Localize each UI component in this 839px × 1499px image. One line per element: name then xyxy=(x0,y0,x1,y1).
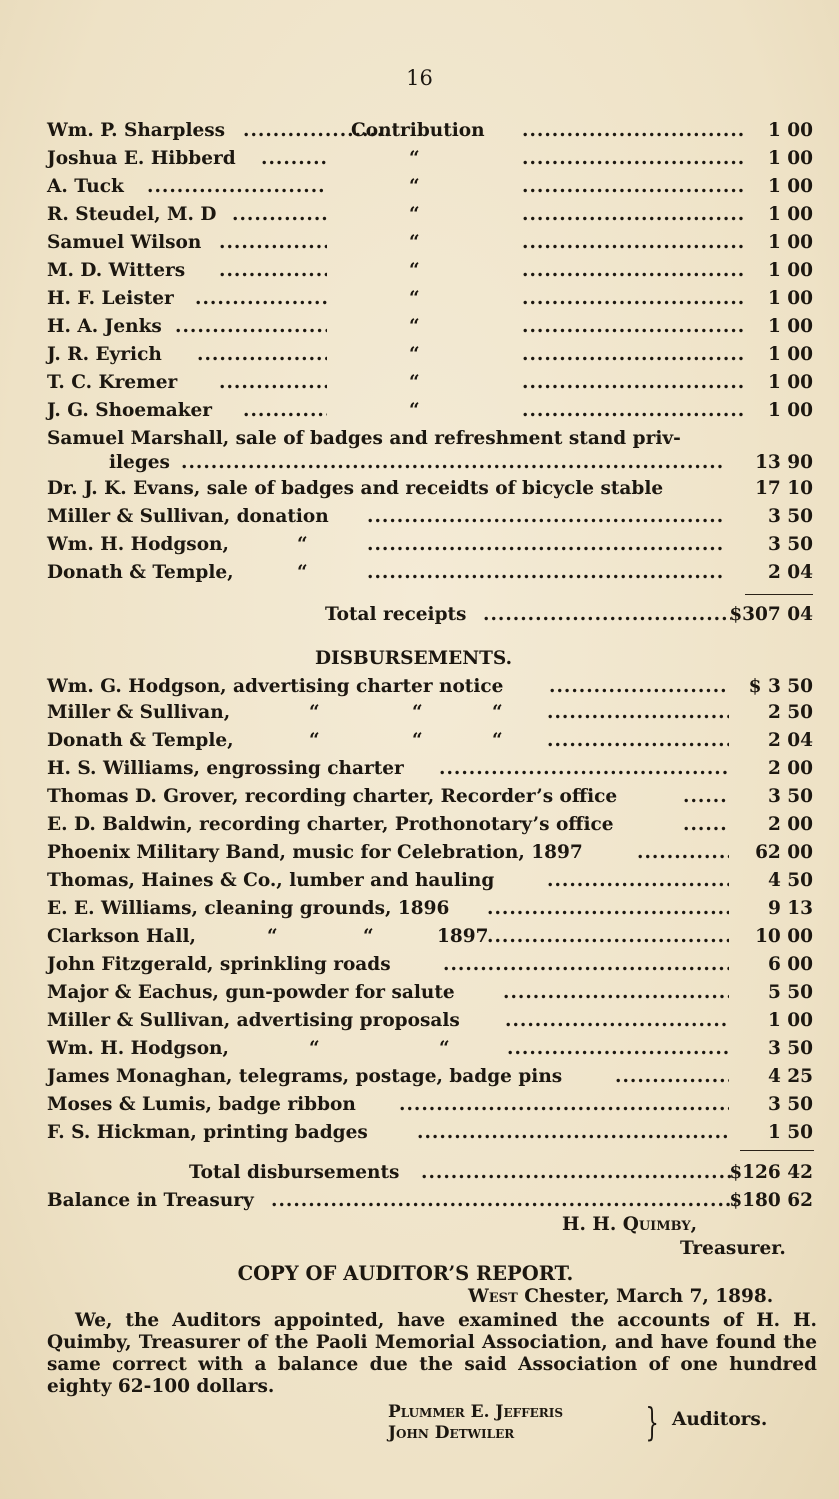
dot-leader xyxy=(399,1094,729,1115)
ditto-mark: “ xyxy=(297,534,308,555)
entry-amount: 1 00 xyxy=(767,1010,813,1031)
list-item xyxy=(47,982,813,1008)
list-item xyxy=(47,148,813,174)
list-item xyxy=(47,676,813,702)
entry-name: Thomas, Haines & Co., lumber and hauling xyxy=(47,870,495,891)
entry-amount: 62 00 xyxy=(755,842,813,863)
ditto-mark: “ xyxy=(412,702,423,723)
dot-leader xyxy=(547,870,729,891)
auditor-report-heading: COPY OF AUDITOR’S REPORT. xyxy=(237,1262,574,1285)
dot-leader xyxy=(522,344,744,365)
dot-leader xyxy=(243,400,327,421)
list-item xyxy=(47,428,813,454)
ditto-mark: “ xyxy=(439,1038,450,1059)
entry-type: “ xyxy=(409,344,420,365)
entry-name: Donath & Temple, xyxy=(47,730,234,751)
list-item xyxy=(47,562,813,588)
list-item xyxy=(47,176,813,202)
dot-leader xyxy=(547,702,729,723)
entry-amount: 1 00 xyxy=(767,288,813,309)
ditto-mark: “ xyxy=(267,926,278,947)
entry-name: Total receipts xyxy=(325,604,467,625)
entry-name: Phoenix Military Band, music for Celebration, 1897 xyxy=(47,842,583,863)
dot-leader xyxy=(522,148,744,169)
list-item xyxy=(47,232,813,258)
dot-leader xyxy=(147,176,327,197)
entry-amount: 1 00 xyxy=(767,176,813,197)
entry-amount: 2 04 xyxy=(767,562,813,583)
entry-name: James Monaghan, telegrams, postage, badge pins xyxy=(47,1066,563,1087)
section-heading: DISBURSEMENTS. xyxy=(314,648,513,669)
list-item xyxy=(47,702,813,728)
list-item xyxy=(47,870,813,896)
entry-name: T. C. Kremer xyxy=(47,372,178,393)
entry-type: “ xyxy=(409,316,420,337)
entry-amount: 2 04 xyxy=(767,730,813,751)
list-item xyxy=(47,1038,813,1064)
dot-leader xyxy=(367,562,725,583)
entry-amount: $ 3 50 xyxy=(748,676,813,697)
entry-amount: 3 50 xyxy=(767,534,813,555)
entry-name: Donath & Temple, xyxy=(47,562,234,583)
list-item xyxy=(47,786,813,812)
treasurer-name: H. H. Quimby, xyxy=(562,1214,698,1235)
list-item xyxy=(47,400,813,426)
dot-leader xyxy=(547,730,729,751)
dot-leader xyxy=(421,1162,735,1183)
entry-name: Total disbursements xyxy=(189,1162,400,1183)
entry-name: E. D. Baldwin, recording charter, Prothonotary’s office xyxy=(47,814,614,835)
entry-name: Wm. H. Hodgson, xyxy=(47,1038,229,1059)
entry-amount: 1 00 xyxy=(767,260,813,281)
entry-amount: 2 00 xyxy=(767,814,813,835)
list-item xyxy=(47,954,813,980)
dot-leader xyxy=(197,344,327,365)
list-item xyxy=(47,1094,813,1120)
entry-amount: 2 00 xyxy=(767,758,813,779)
dot-leader xyxy=(615,1066,729,1087)
entry-type: “ xyxy=(409,232,420,253)
entry-name: Dr. J. K. Evans, sale of badges and receidts of bicycle stable xyxy=(47,478,664,499)
auditor-signature-2: John Detwiler xyxy=(388,1423,515,1443)
dot-leader xyxy=(367,506,725,527)
entry-name: ileges xyxy=(109,452,170,473)
entry-amount: 3 50 xyxy=(767,1094,813,1115)
entry-name: Wm. P. Sharpless xyxy=(47,120,226,141)
entry-amount: $307 04 xyxy=(729,604,813,625)
entry-name: J. R. Eyrich xyxy=(47,344,162,365)
entry-amount: 2 50 xyxy=(767,702,813,723)
entry-type: “ xyxy=(409,204,420,225)
dot-leader xyxy=(505,1010,729,1031)
entry-amount: 17 10 xyxy=(755,478,813,499)
list-item xyxy=(47,1066,813,1092)
entry-type: “ xyxy=(409,176,420,197)
entry-amount: 6 00 xyxy=(767,954,813,975)
dot-leader xyxy=(219,232,327,253)
dot-leader xyxy=(522,288,744,309)
entry-name: Samuel Marshall, sale of badges and refreshment stand priv- xyxy=(47,428,681,449)
entry-type: “ xyxy=(409,400,420,421)
entry-type: Contribution xyxy=(351,120,485,141)
list-item xyxy=(47,120,813,146)
entry-amount: 13 90 xyxy=(755,452,813,473)
ditto-mark: “ xyxy=(492,702,503,723)
entry-name: F. S. Hickman, printing badges xyxy=(47,1122,368,1143)
ditto-mark: “ xyxy=(309,730,320,751)
list-item xyxy=(47,898,813,924)
entry-amount: 1 00 xyxy=(767,120,813,141)
entry-amount: $180 62 xyxy=(729,1190,813,1211)
entry-name: H. A. Jenks xyxy=(47,316,162,337)
entry-name: E. E. Williams, cleaning grounds, 1896 xyxy=(47,898,450,919)
entry-amount: 1 00 xyxy=(767,400,813,421)
auditor-statement: We, the Auditors appointed, have examined the accounts of H. H. Quimby, Treasurer of the Paoli Memorial Association, and have found the same correct with a balance due the said Association of one hundred eighty 62-100 dollars. xyxy=(47,1310,817,1397)
entry-amount: 1 00 xyxy=(767,148,813,169)
entry-name: Joshua E. Hibberd xyxy=(47,148,236,169)
entry-name: M. D. Witters xyxy=(47,260,186,281)
entry-amount: 4 50 xyxy=(767,870,813,891)
entry-name: Miller & Sullivan, advertising proposals xyxy=(47,1010,460,1031)
entry-name: Miller & Sullivan, xyxy=(47,702,231,723)
entry-name: J. G. Shoemaker xyxy=(47,400,213,421)
dot-leader xyxy=(522,316,744,337)
list-item xyxy=(47,926,813,952)
entry-amount: 1 50 xyxy=(767,1122,813,1143)
ditto-mark: “ xyxy=(309,702,320,723)
dot-leader xyxy=(195,288,327,309)
list-item xyxy=(47,842,813,868)
list-item xyxy=(47,534,813,560)
balance-in-treasury xyxy=(47,1190,813,1216)
entry-amount: 5 50 xyxy=(767,982,813,1003)
list-item xyxy=(47,758,813,784)
entry-amount: 3 50 xyxy=(767,1038,813,1059)
entry-type: “ xyxy=(409,288,420,309)
list-item xyxy=(47,260,813,286)
dot-leader xyxy=(219,372,327,393)
entry-name: Moses & Lumis, badge ribbon xyxy=(47,1094,356,1115)
dot-leader xyxy=(487,898,729,919)
entry-name: Major & Eachus, gun-powder for salute xyxy=(47,982,455,1003)
dot-leader xyxy=(503,982,729,1003)
entry-name: H. S. Williams, engrossing charter xyxy=(47,758,404,779)
dot-leader xyxy=(522,120,744,141)
entry-name: Wm. G. Hodgson, advertising charter notice xyxy=(47,676,504,697)
dot-leader xyxy=(522,400,744,421)
entry-name: R. Steudel, M. D xyxy=(47,204,217,225)
entry-amount: 3 50 xyxy=(767,506,813,527)
entry-amount: 3 50 xyxy=(767,786,813,807)
list-item xyxy=(47,204,813,230)
total-receipts xyxy=(47,604,813,630)
entry-name: Samuel Wilson xyxy=(47,232,202,253)
entry-name: Wm. H. Hodgson, xyxy=(47,534,229,555)
entry-name: Miller & Sullivan, donation xyxy=(47,506,329,527)
ditto-mark: “ xyxy=(492,730,503,751)
entry-type: “ xyxy=(409,260,420,281)
divider xyxy=(740,1150,814,1151)
entry-name: H. F. Leister xyxy=(47,288,174,309)
ditto-mark: 1897 xyxy=(437,926,489,947)
entry-type: “ xyxy=(409,372,420,393)
dot-leader xyxy=(507,1038,729,1059)
list-item xyxy=(47,316,813,342)
entry-amount: 1 00 xyxy=(767,372,813,393)
list-item xyxy=(47,506,813,532)
ditto-mark: “ xyxy=(412,730,423,751)
dot-leader xyxy=(637,842,729,863)
ditto-mark: “ xyxy=(297,562,308,583)
auditors-label: Auditors. xyxy=(672,1409,768,1430)
entry-amount: 1 00 xyxy=(767,232,813,253)
total-disbursements xyxy=(47,1162,813,1188)
dot-leader xyxy=(487,926,729,947)
dot-leader xyxy=(683,814,729,835)
entry-type: “ xyxy=(409,148,420,169)
dot-leader xyxy=(522,260,744,281)
dot-leader xyxy=(522,204,744,225)
dot-leader xyxy=(175,316,327,337)
entry-amount: 1 00 xyxy=(767,344,813,365)
dot-leader xyxy=(219,260,327,281)
auditor-signature-1: Plummer E. Jefferis xyxy=(388,1402,564,1422)
entry-name: Clarkson Hall, xyxy=(47,926,196,947)
entry-name: A. Tuck xyxy=(47,176,124,197)
entry-amount: 1 00 xyxy=(767,316,813,337)
entry-amount: 1 00 xyxy=(767,204,813,225)
list-item xyxy=(47,730,813,756)
entry-name: Balance in Treasury xyxy=(47,1190,254,1211)
page-number: 16 xyxy=(406,66,433,90)
dot-leader xyxy=(522,176,744,197)
list-item xyxy=(47,344,813,370)
dot-leader xyxy=(549,676,729,697)
list-item xyxy=(47,372,813,398)
dot-leader xyxy=(522,372,744,393)
entry-amount: 9 13 xyxy=(767,898,813,919)
dot-leader xyxy=(439,758,729,779)
list-item xyxy=(47,1010,813,1036)
entry-amount: $126 42 xyxy=(729,1162,813,1183)
entry-amount: 10 00 xyxy=(755,926,813,947)
list-item xyxy=(47,1122,813,1148)
dot-leader xyxy=(367,534,725,555)
brace-symbol: } xyxy=(645,1400,659,1444)
entry-amount: 4 25 xyxy=(767,1066,813,1087)
list-item xyxy=(47,288,813,314)
dot-leader xyxy=(443,954,729,975)
entry-name: Thomas D. Grover, recording charter, Recorder’s office xyxy=(47,786,618,807)
list-item xyxy=(47,814,813,840)
treasurer-title: Treasurer. xyxy=(680,1238,786,1259)
ditto-mark: “ xyxy=(363,926,374,947)
dot-leader xyxy=(261,148,327,169)
dot-leader xyxy=(181,452,725,473)
dot-leader xyxy=(232,204,327,225)
dateline: West Chester, March 7, 1898. xyxy=(468,1286,774,1307)
dot-leader xyxy=(683,786,729,807)
divider xyxy=(745,594,813,595)
dot-leader xyxy=(271,1190,735,1211)
list-item xyxy=(47,452,813,478)
dot-leader xyxy=(483,604,731,625)
ditto-mark: “ xyxy=(309,1038,320,1059)
dot-leader xyxy=(522,232,744,253)
entry-name: John Fitzgerald, sprinkling roads xyxy=(47,954,391,975)
dot-leader xyxy=(417,1122,729,1143)
list-item xyxy=(47,478,813,504)
